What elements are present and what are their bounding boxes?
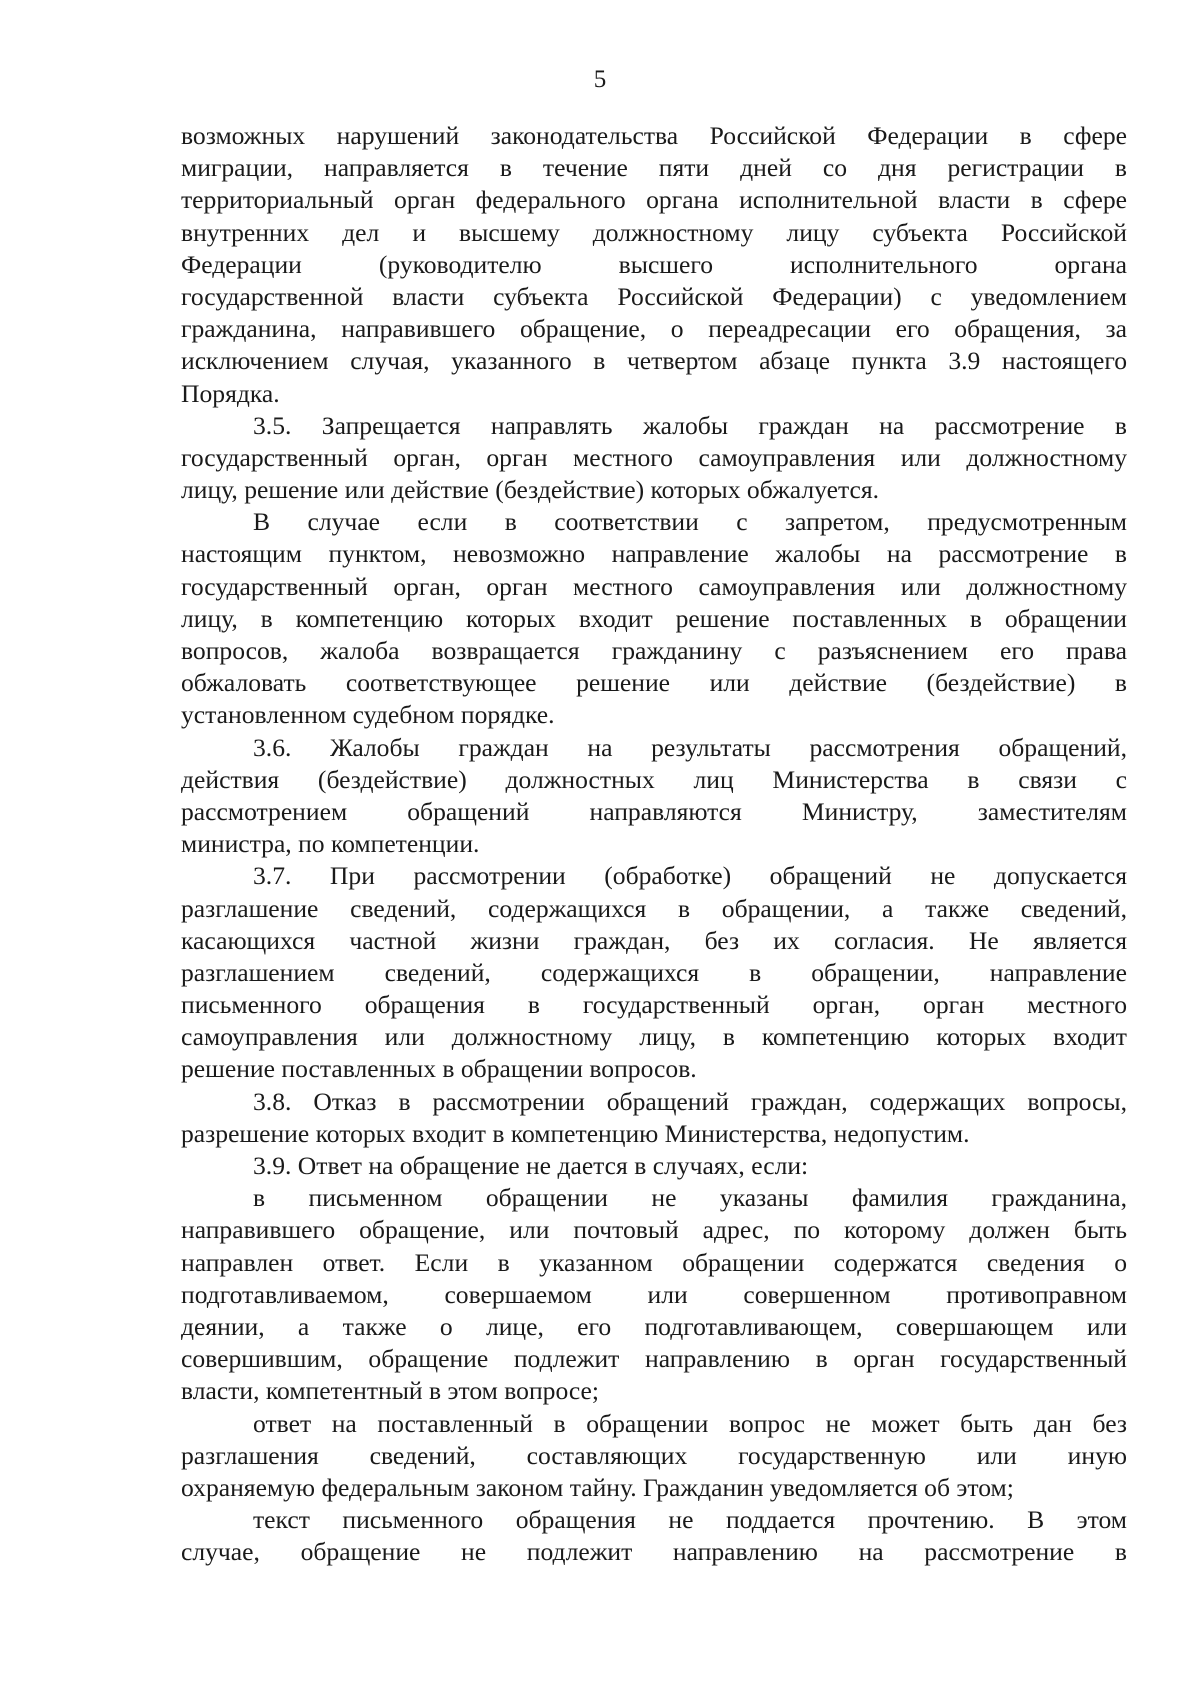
text-line: совершившим, обращение подлежит направлению в орган государственный: [181, 1344, 1127, 1374]
text-line: разрешение которых входит в компетенцию Министерства, недопустим.: [181, 1118, 970, 1148]
text-line: разглашением сведений, содержащихся в обращении, направление: [181, 957, 1127, 987]
text-line: установленном судебном порядке.: [181, 700, 555, 730]
text-line: ответ на поставленный в обращении вопрос не может быть дан без: [253, 1408, 1127, 1438]
text-line: власти, компетентный в этом вопросе;: [181, 1376, 600, 1406]
text-line: министра, по компетенции.: [181, 829, 480, 859]
text-line: действия (бездействие) должностных лиц Министерства в связи с: [181, 764, 1127, 794]
text-line: случае, обращение не подлежит направлению на рассмотрение в: [181, 1537, 1127, 1567]
text-line: касающихся частной жизни граждан, без их согласия. Не является: [181, 925, 1127, 955]
text-line: направившего обращение, или почтовый адрес, по которому должен быть: [181, 1215, 1127, 1245]
text-line: деянии, а также о лице, его подготавливающем, совершающем или: [181, 1311, 1127, 1341]
text-line: текст письменного обращения не поддается прочтению. В этом: [253, 1505, 1127, 1535]
text-line: государственный орган, орган местного самоуправления или должностному: [181, 571, 1127, 601]
text-line: государственной власти субъекта Российской Федерации) с уведомлением: [181, 281, 1127, 311]
text-line: разглашение сведений, содержащихся в обращении, а также сведений,: [181, 893, 1127, 923]
text-line: Федерации (руководителю высшего исполнительного органа: [181, 249, 1127, 279]
text-line: решение поставленных в обращении вопросов.: [181, 1054, 697, 1084]
text-line: гражданина, направившего обращение, о переадресации его обращения, за: [181, 314, 1127, 344]
text-line: вопросов, жалоба возвращается гражданину с разъяснением его права: [181, 636, 1127, 665]
text-line: 3.8. Отказ в рассмотрении обращений граждан, содержащих вопросы,: [253, 1086, 1127, 1116]
text-line: возможных нарушений законодательства Российской Федерации в сфере: [181, 121, 1127, 150]
text-line: в письменном обращении не указаны фамилия гражданина,: [253, 1183, 1127, 1213]
text-line: исключением случая, указанного в четвертом абзаце пункта 3.9 настоящего: [181, 346, 1127, 376]
text-line: настоящим пунктом, невозможно направление жалобы на рассмотрение в: [181, 539, 1127, 569]
text-line: разглашения сведений, составляющих государственную или иную: [181, 1440, 1127, 1470]
text-line: государственный орган, орган местного самоуправления или должностному: [181, 442, 1127, 472]
text-line: направлен ответ. Если в указанном обращении содержатся сведения о: [181, 1247, 1127, 1277]
document-body: [181, 120, 1127, 1568]
text-line: миграции, направляется в течение пяти дней со дня регистрации в: [181, 153, 1127, 183]
page-number: 5: [593, 66, 607, 93]
text-line: охраняемую федеральным законом тайну. Гражданин уведомляется об этом;: [181, 1472, 1014, 1502]
text-line: внутренних дел и высшему должностному лицу субъекта Российской: [181, 217, 1127, 247]
text-line: обжаловать соответствующее решение или действие (бездействие) в: [181, 668, 1127, 698]
text-line: письменного обращения в государственный орган, орган местного: [181, 990, 1127, 1020]
text-line: самоуправления или должностному лицу, в компетенцию которых входит: [181, 1022, 1127, 1052]
text-line: В случае если в соответствии с запретом, предусмотренным: [253, 507, 1127, 537]
text-line: лицу, в компетенцию которых входит решение поставленных в обращении: [181, 603, 1127, 633]
text-line: 3.5. Запрещается направлять жалобы граждан на рассмотрение в: [253, 410, 1127, 440]
text-line: 3.6. Жалобы граждан на результаты рассмотрения обращений,: [253, 732, 1127, 762]
text-line: лицу, решение или действие (бездействие) которых обжалуется.: [181, 475, 880, 505]
text-line: рассмотрением обращений направляются Министру, заместителям: [181, 796, 1127, 826]
text-line: 3.9. Ответ на обращение не дается в случаях, если:: [253, 1151, 809, 1180]
text-line: 3.7. При рассмотрении (обработке) обращений не допускается: [253, 861, 1127, 891]
text-line: Порядка.: [181, 378, 280, 408]
text-line: территориальный орган федерального органа исполнительной власти в сфере: [181, 185, 1127, 215]
text-line: подготавливаемом, совершаемом или совершенном противоправном: [181, 1279, 1127, 1309]
